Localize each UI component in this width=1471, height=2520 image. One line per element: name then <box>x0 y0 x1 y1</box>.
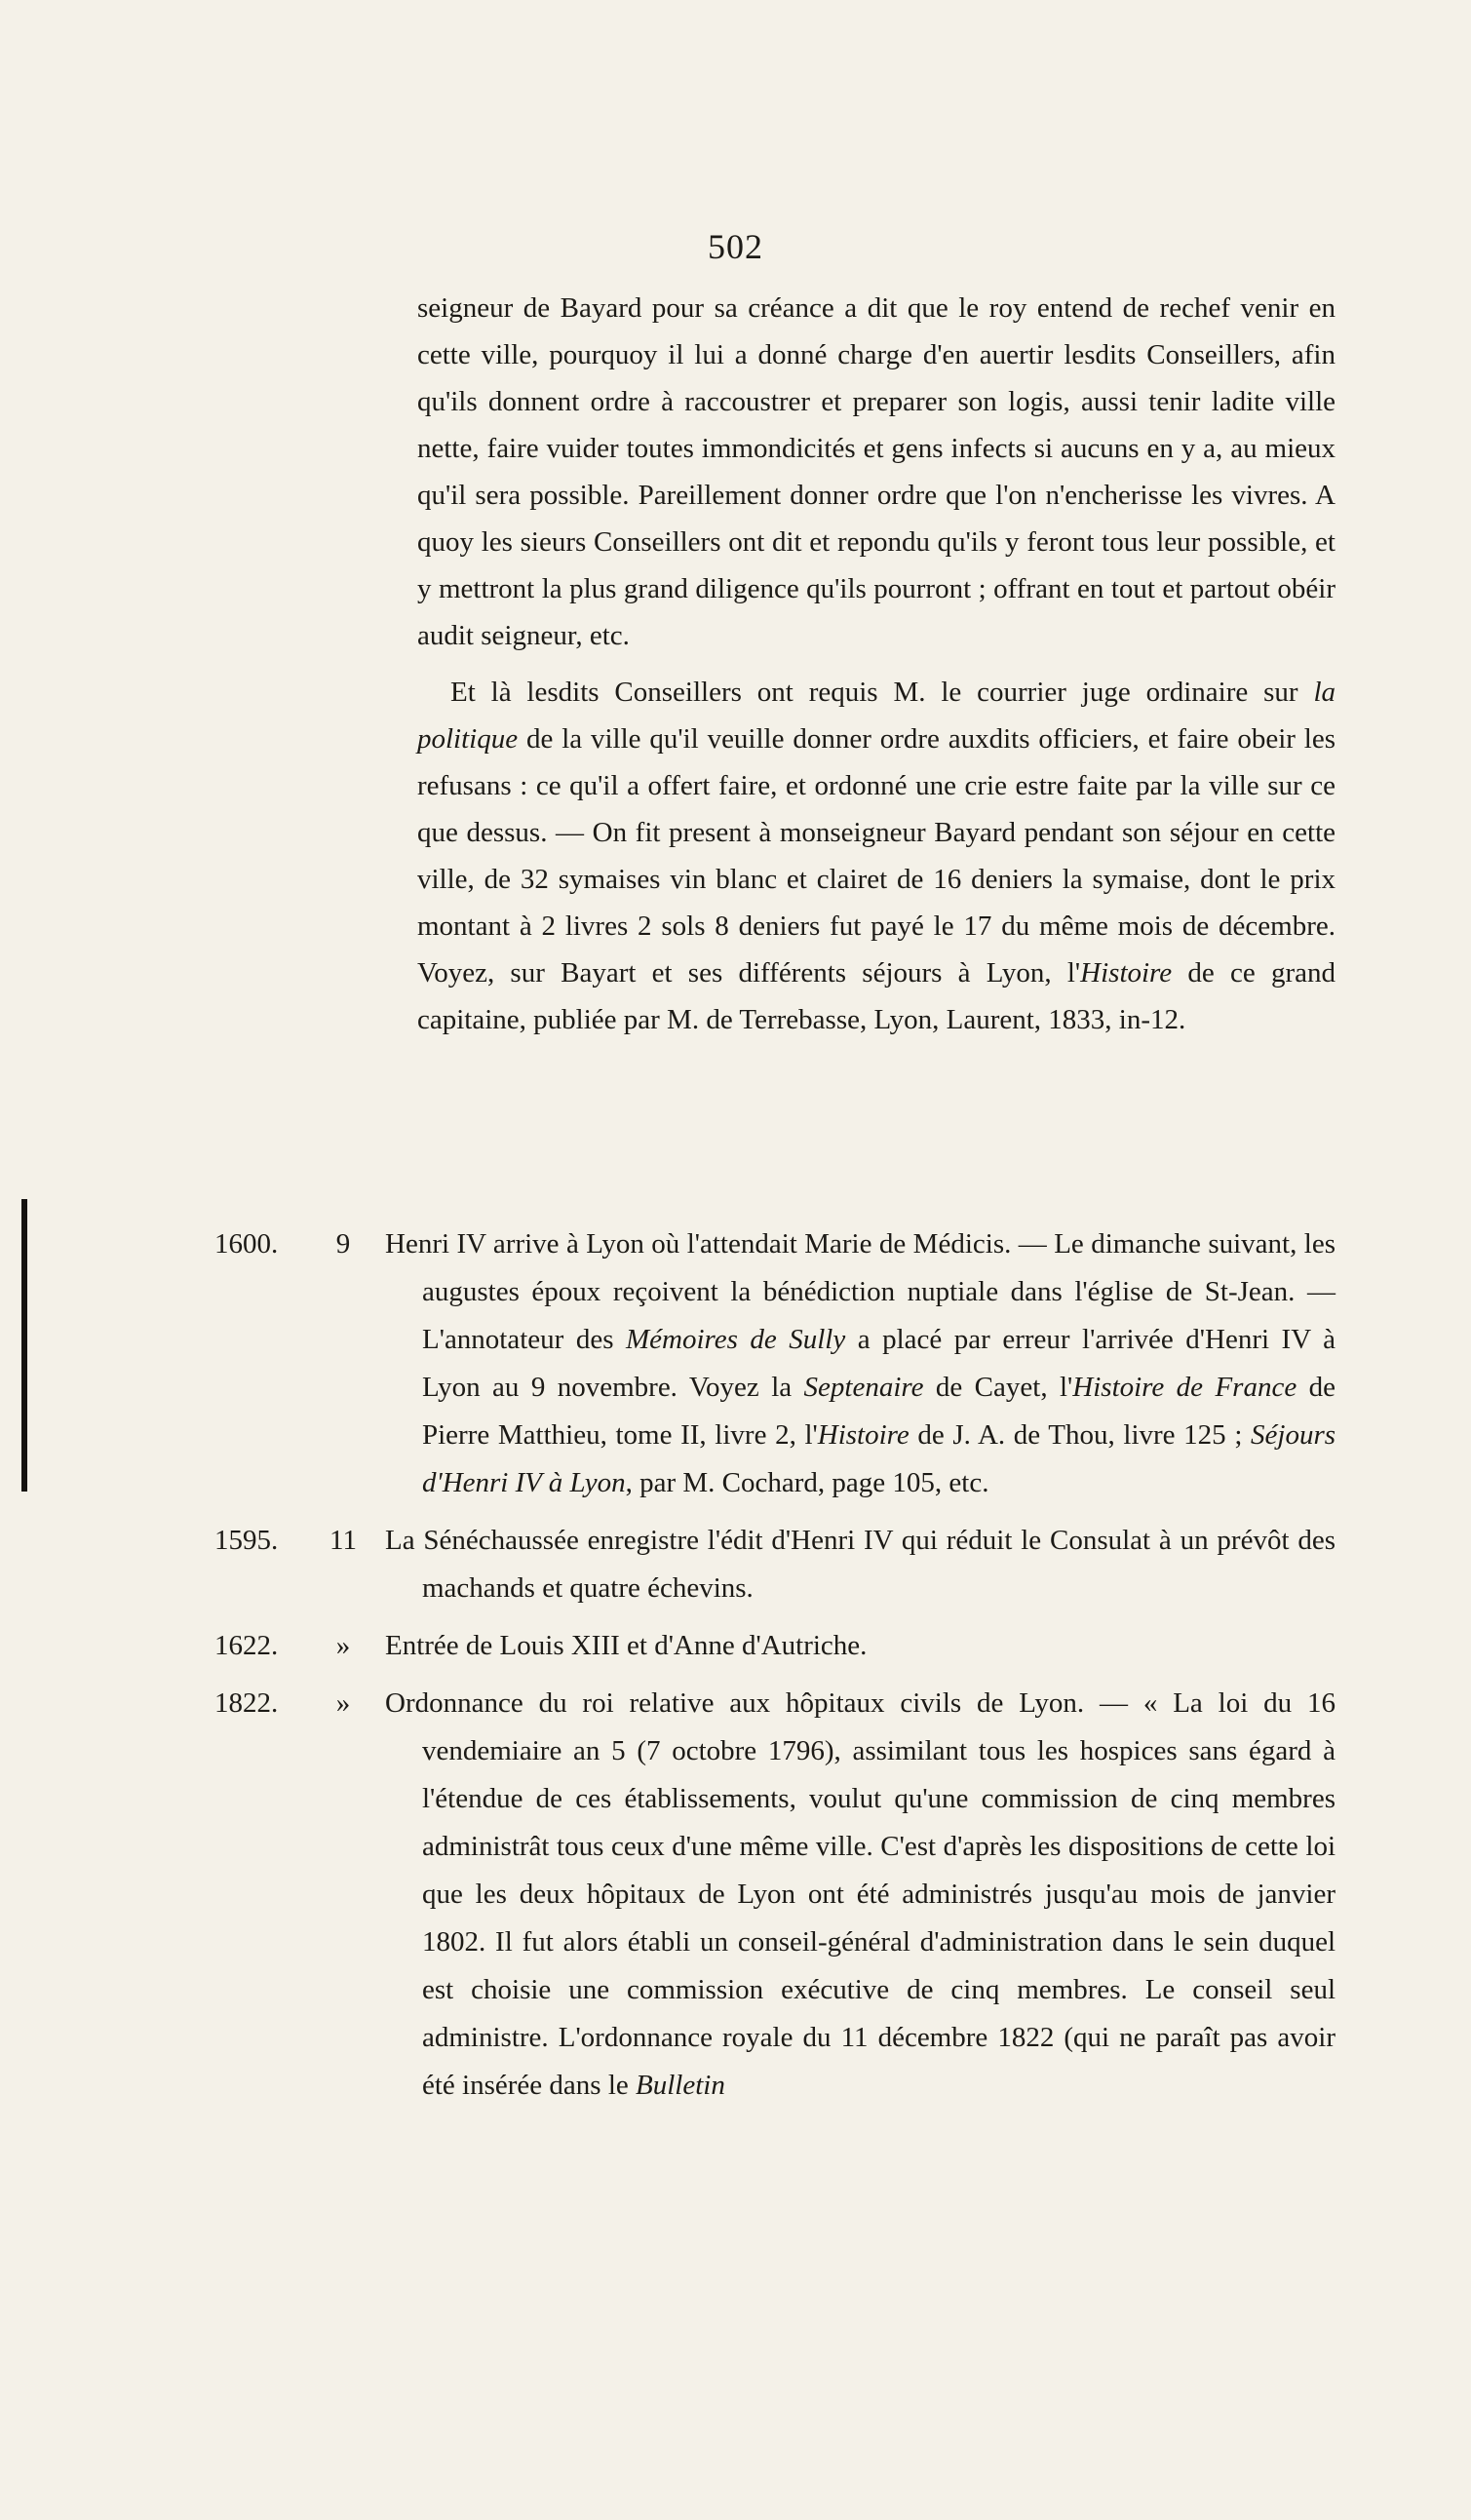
entry-text-run: Entrée de Louis XIII et d'Anne d'Autriche. <box>385 1630 868 1661</box>
entry-text-run: Ordonnance du roi relative aux hôpitaux civils de Lyon. — « La loi du 16 vendemiaire an 5 (7 octobre 1796), assimilant tous les hospices sans égard à l'étendue de ces établissements, voulut qu'une commission de cinq membres administrât tous ceux d'une même ville. C'est d'après les dispositions de cette loi que les deux hôpitaux de Lyon ont été administrés jusqu'au mois de janvier 1802. Il fut alors établi un conseil-général d'administration dans le sein duquel est choisie une commission exécutive de cinq membres. Le conseil seul administre. L'ordonnance royale du 11 décembre 1822 (qui ne paraît pas avoir été insérée dans le <box>385 1687 1336 2101</box>
entry-year: 1822. <box>214 1687 279 1719</box>
entry-text-italic: Histoire <box>817 1419 910 1451</box>
entry-text <box>385 1680 1336 2110</box>
entry-day: 9 <box>335 1228 351 1260</box>
entry-text-run: de Cayet, l' <box>923 1372 1073 1403</box>
second-paragraph-italic2: Histoire <box>1080 957 1173 989</box>
entry-text-run: La Sénéchaussée enregistre l'édit d'Henri IV qui réduit le Consulat à un prévôt des machands et quatre échevins. <box>385 1525 1336 1604</box>
chronology-entry <box>0 1622 1471 1670</box>
entry-text-run: a placé par erreur l'arrivée d'Henri IV à Lyon au 9 novembre. Voyez la <box>422 1324 1336 1403</box>
continued-text-block <box>417 285 1336 1043</box>
entry-text-run: de Pierre Matthieu, tome II, livre 2, l' <box>422 1372 1336 1451</box>
chronology-entry <box>0 1680 1471 2110</box>
chronology-entry <box>0 1221 1471 1507</box>
page-number: 502 <box>708 227 763 266</box>
entry-day: » <box>335 1687 351 1719</box>
chronology-entries <box>0 1221 1471 2119</box>
continued-paragraph: seigneur de Bayard pour sa créance a dit que le roy entend de rechef venir en cette ville, pourquoy il lui a donné charge d'en auertir lesdits Conseillers, afin qu'ils donnent ordre à raccoustrer et preparer son logis, aussi tenir ladite ville nette, faire vuider toutes immondicités et gens infects si aucuns en y a, au mieux qu'il sera possible. Pareillement donner ordre que l'on n'encherisse les vivres. A quoy les sieurs Conseillers ont dit et repondu qu'ils y feront tous leur possible, et y mettront la plus grand diligence qu'ils pourront ; offrant en tout et partout obéir audit seigneur, etc. <box>417 292 1336 651</box>
second-paragraph-part3: de ce grand capitaine, publiée par M. de Terrebasse, Lyon, Laurent, 1833, in-12. <box>417 957 1336 1035</box>
entry-year: 1595. <box>214 1525 279 1556</box>
entry-day: » <box>335 1630 351 1661</box>
second-paragraph-italic1: la politique <box>417 677 1336 755</box>
entry-text-run: de J. A. de Thou, livre 125 ; <box>909 1419 1252 1451</box>
second-paragraph-part1: Et là lesdits Conseillers ont requis M. le courrier juge ordinaire sur <box>450 677 1314 708</box>
entry-day: 11 <box>329 1525 357 1556</box>
entry-text <box>385 1517 1336 1612</box>
entry-text-italic: Séjours d'Henri IV à Lyon <box>422 1419 1336 1498</box>
entry-text-italic: Mémoires de Sully <box>625 1324 846 1355</box>
second-paragraph <box>417 669 1336 1043</box>
entry-text-run: Henri IV arrive à Lyon où l'attendait Marie de Médicis. — Le dimanche suivant, les augustes époux reçoivent la bénédiction nuptiale dans l'église de St-Jean. — L'annotateur des <box>385 1228 1336 1355</box>
entry-text <box>385 1221 1336 1507</box>
second-paragraph-part2: de la ville qu'il veuille donner ordre auxdits officiers, et faire obeir les refusans : ce qu'il a offert faire, et ordonné une crie estre faite par la ville sur ce que dessus. — On fit present à monseigneur Bayard pendant son séjour en cette ville, de 32 symaises vin blanc et clairet de 16 deniers la symaise, dont le prix montant à 2 livres 2 sols 8 deniers fut payé le 17 du même mois de décembre. Voyez, sur Bayart et ses différents séjours à Lyon, l' <box>417 723 1336 989</box>
entry-text-run: , par M. Cochard, page 105, etc. <box>625 1467 989 1498</box>
entry-year: 1622. <box>214 1630 279 1661</box>
chronology-entry <box>0 1517 1471 1612</box>
entry-text-italic: Septenaire <box>803 1372 924 1403</box>
entry-year: 1600. <box>214 1228 279 1260</box>
entry-text-italic: Histoire de France <box>1072 1372 1297 1403</box>
entry-text <box>385 1622 1336 1670</box>
entry-text-italic: Bulletin <box>636 2070 725 2101</box>
